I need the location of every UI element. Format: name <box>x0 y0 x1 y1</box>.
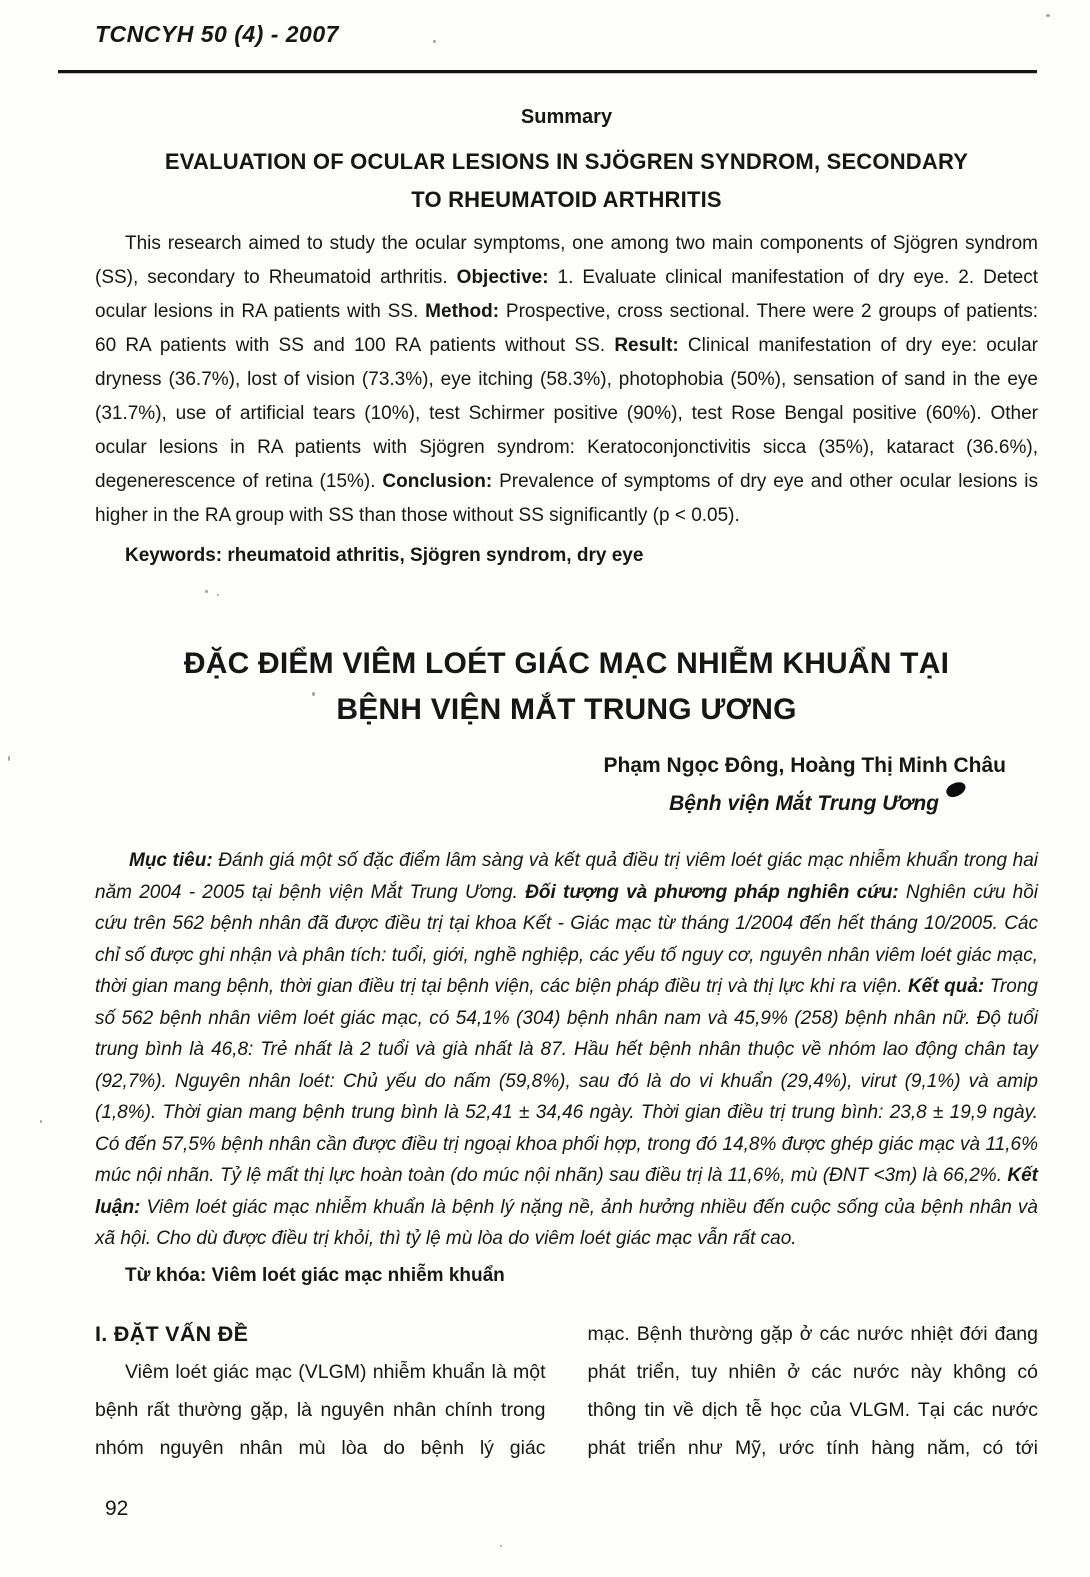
vietnamese-article-title <box>95 641 1038 733</box>
scan-artifact <box>312 692 315 696</box>
english-title-line2: TO RHEUMATOID ARTHRITIS <box>411 187 722 212</box>
header-divider <box>58 70 1037 73</box>
two-column-body <box>95 1315 1038 1467</box>
scan-artifact <box>8 756 10 761</box>
page-number: 92 <box>105 1496 129 1520</box>
ink-blot <box>944 779 968 800</box>
author-block <box>95 749 1038 821</box>
vietnamese-abstract-paragraph: Mục tiêu: Đánh giá một số đặc điểm lâm sàng và kết quả điều trị viêm loét giác mạc nhiễm khuẩn trong hai năm 2004 - 2005 tại bệnh viện Mắt Trung Ương. Đối tượng và phương pháp nghiên cứu: Nghiên cứu hồi cứu trên 562 bệnh nhân đã được điều trị tại khoa Kết - Giác mạc từ tháng 1/2004 đến hết tháng 10/2005. Các chỉ số được ghi nhận và phân tích: tuổi, giới, nghề nghiệp, các yếu tố nguy cơ, nguyên nhân viêm loét giác mạc, thời gian mang bệnh, thời gian điều trị tại bệnh viện, các biện pháp điều trị và thị lực khi ra viện. Kết quả: Trong số 562 bệnh nhân viêm loét giác mạc, có 54,1% (304) bệnh nhân nam và 45,9% (258) bệnh nhân nữ. Độ tuổi trung bình là 46,8: Trẻ nhất là 2 tuổi và già nhất là 87. Hầu hết bệnh nhân thuộc về nhóm lao động chân tay (92,7%). Nguyên nhân loét: Chủ yếu do nấm (59,8%), sau đó là do vi khuẩn (29,4%), virut (9,1%) và amip (1,8%). Thời gian mang bệnh trung bình là 52,41 ± 34,46 ngày. Thời gian điều trị trung bình: 23,8 ± 19,9 ngày. Có đến 57,5% bệnh nhân cần được điều trị ngoại khoa phối hợp, trong đó 14,8% được ghép giác mạc và 11,6% múc nội nhãn. Tỷ lệ mất thị lực hoàn toàn (do múc nội nhãn) sau điều trị là 11,6%, mù (ĐNT <3m) là 66,2%. Kết luận: Viêm loét giác mạc nhiễm khuẩn là bệnh lý nặng nề, ảnh hưởng nhiều đến cuộc sống của bệnh nhân và xã hội. Cho dù được điều trị khỏi, thì tỷ lệ mù lòa do viêm loét giác mạc vẫn rất cao. <box>95 850 1039 1249</box>
author-affiliation: Bệnh viện Mắt Trung Ương <box>95 783 1038 821</box>
scan-artifact <box>40 1120 42 1123</box>
right-column-paragraph: mạc. Bệnh thường gặp ở các nước nhiệt đới đang phát triển, tuy nhiên ở các nước này không có thông tin về dịch tễ học của VLGM. Tại các nước phát triển như Mỹ, ước tính hàng năm, có tới <box>587 1322 1038 1459</box>
english-title-line1: EVALUATION OF OCULAR LESIONS IN SJÖGREN SYNDROM, SECONDARY <box>164 149 969 174</box>
section-1-heading: I. ĐẶT VẤN ĐỀ <box>95 1321 249 1346</box>
vietnamese-title-line2: BỆNH VIỆN MẮT TRUNG ƯƠNG <box>336 693 797 726</box>
scan-artifact <box>217 594 219 596</box>
vietnamese-title-line1: ĐẶC ĐIỂM VIÊM LOÉT GIÁC MẠC NHIỄM KHUẨN TẠI <box>183 647 950 680</box>
scan-artifact <box>500 1545 502 1547</box>
scan-artifact <box>433 40 436 43</box>
english-article-title <box>95 143 1038 219</box>
scan-artifact <box>205 590 208 593</box>
left-column <box>95 1315 546 1467</box>
summary-heading: Summary <box>520 106 613 128</box>
journal-header: TCNCYH 50 (4) - 2007 <box>95 21 339 47</box>
english-abstract-paragraph: This research aimed to study the ocular symptoms, one among two main components of Sjögren syndrom (SS), secondary to Rheumatoid arthritis. Objective: 1. Evaluate clinical manifestation of dry eye. 2. Detect ocular lesions in RA patients with SS. Method: Prospective, cross sectional. There were 2 groups of patients: 60 RA patients with SS and 100 RA patients without SS. Result: Clinical manifestation of dry eye: ocular dryness (36.7%), lost of vision (73.3%), eye itching (58.3%), photophobia (50%), sensation of sand in the eye (31.7%), use of artificial tears (10%), test Schirmer positive (90%), test Rose Bengal positive (60%). Other ocular lesions in RA patients with Sjögren syndrom: Keratoconjonctivitis sicca (35%), kataract (36.6%), degenerescence of retina (15%). Conclusion: Prevalence of symptoms of dry eye and other ocular lesions is higher in the RA group with SS than those without SS significantly (p < 0.05). <box>95 233 1039 526</box>
vietnamese-keywords: Từ khóa: Viêm loét giác mạc nhiễm khuẩn <box>125 1264 505 1286</box>
right-column <box>588 1315 1039 1467</box>
left-column-paragraph: Viêm loét giác mạc (VLGM) nhiễm khuẩn là một bệnh rất thường gặp, là nguyên nhân chính trong nhóm nguyên nhân mù lòa do bệnh lý giác <box>95 1360 546 1459</box>
author-names: Phạm Ngọc Đông, Hoàng Thị Minh Châu <box>603 754 1006 777</box>
scan-artifact <box>1046 14 1050 17</box>
english-keywords: Keywords: rheumatoid athritis, Sjögren syndrom, dry eye <box>125 545 644 566</box>
